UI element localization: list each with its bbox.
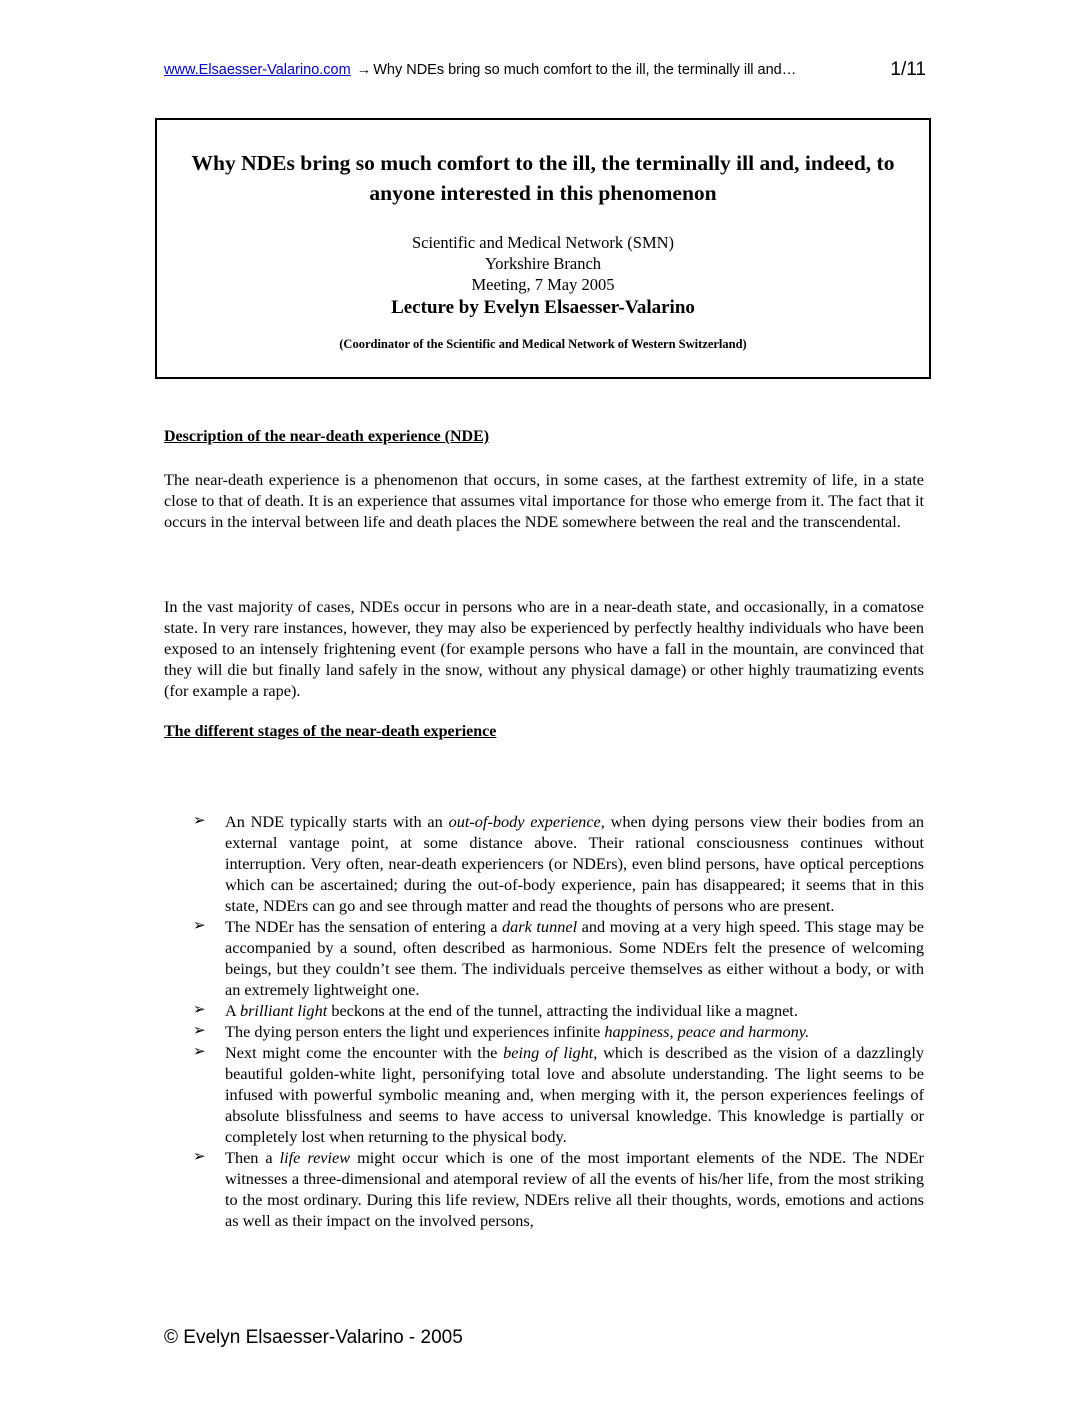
- paragraph-1: The near-death experience is a phenomenon that occurs, in some cases, at the farthest extremity of life, in a state close to that of death. It is an experience that assumes vital importance for those who emerge from it. The fact that it occurs in the interval between life and death places the NDE somewhere between the real and the transcendental.: [164, 470, 924, 531]
- page-number: 1/11: [890, 59, 926, 80]
- network-name: Scientific and Medical Network (SMN): [411, 233, 675, 252]
- page-footer: © Evelyn Elsaesser-Valarino - 2005: [164, 1327, 463, 1348]
- title-box: [155, 118, 931, 379]
- section-heading-stages: The different stages of the near-death experience: [164, 723, 497, 740]
- list-item: ➢ The dying person enters the light und experiences infinite happiness, peace and harmony.: [193, 1022, 810, 1041]
- arrow-bullet-icon: ➢: [193, 1002, 206, 1018]
- arrow-bullet-icon: ➢: [193, 1044, 206, 1060]
- header-title: Why NDEs bring so much comfort to the ill, the terminally ill and…: [373, 62, 797, 78]
- arrow-bullet-icon: ➢: [193, 1023, 206, 1039]
- paragraph-2: In the vast majority of cases, NDEs occur in persons who are in a near-death state, and occasionally, in a comatose state. In very rare instances, however, they may also be experienced by perfectly healthy individuals who have been exposed to an intensely frightening event (for example persons who have a fall in the mountain, are convinced that they will die but finally land safely in the snow, without any physical damage) or other highly traumatizing events (for example a rape).: [164, 597, 924, 700]
- emphasis: happiness, peace and harmony.: [604, 1022, 810, 1041]
- list-item: ➢ The NDEr has the sensation of entering a dark tunnel and moving at a very high speed. This stage may be accompanied by a sound, often described as harmonious. Some NDErs felt the presence of welcoming beings, but they couldn’t see them. The individuals perceive themselves as either without a body, or with an extremely lightweight one.: [193, 917, 925, 999]
- list-item: ➢ Then a life review might occur which is one of the most important elements of the NDE. The NDEr witnesses a three-dimensional and atemporal review of all the events of his/her life, from the most striking to the most ordinary. During this life review, NDErs relive all their thoughts, words, emotions and actions as well as their impact on the involved persons,: [193, 1148, 924, 1230]
- page-header: [164, 59, 926, 86]
- section-heading-description: Description of the near-death experience (NDE): [164, 428, 490, 445]
- arrow-bullet-icon: ➢: [193, 1149, 206, 1165]
- emphasis: dark tunnel: [502, 917, 578, 936]
- arrow-bullet-icon: ➢: [193, 918, 206, 934]
- list-item: ➢ A brilliant light beckons at the end of the tunnel, attracting the individual like a magnet.: [193, 1001, 798, 1020]
- emphasis: brilliant light: [239, 1001, 328, 1020]
- meeting-info: [157, 232, 929, 295]
- branch-name: Yorkshire Branch: [484, 254, 602, 273]
- emphasis: being of light: [503, 1043, 594, 1062]
- list-item: ➢ An NDE typically starts with an out-of-body experience, when dying persons view their bodies from an external vantage point, at some distance above. Their rational consciousness continues without interruption. Very often, near-death experiencers (or NDErs), even blind persons, have optical perceptions which can be ascertained; during the out-of-body experience, pain has disappeared; it seems that in this state, NDErs can go and see through matter and read the thoughts of persons who are present.: [193, 812, 925, 915]
- list-item: ➢ Next might come the encounter with the being of light, which is described as the vision of a dazzlingly beautiful golden-white light, personifying total love and absolute understanding. The light seems to be infused with powerful symbolic meaning and, when merging with it, the person experiences feelings of absolute blissfulness and seems to have access to universal knowledge. This knowledge is partially or completely lost when returning to the physical body.: [193, 1043, 925, 1146]
- meeting-date: Meeting, 7 May 2005: [471, 275, 615, 294]
- lecturer: Lecture by Evelyn Elsaesser-Valarino: [391, 297, 695, 318]
- document-title: Why NDEs bring so much comfort to the ill, the terminally ill and, indeed, to anyone interested in this phenomenon: [191, 151, 895, 205]
- website-link[interactable]: www.Elsaesser-Valarino.com: [164, 62, 351, 78]
- coordinator-note: (Coordinator of the Scientific and Medical Network of Western Switzerland): [339, 337, 747, 351]
- emphasis: out-of-body experience: [448, 812, 601, 831]
- arrow-right-icon: →: [356, 62, 372, 78]
- emphasis: life review: [279, 1148, 351, 1167]
- arrow-bullet-icon: ➢: [193, 813, 206, 829]
- stages-list: [193, 811, 924, 1231]
